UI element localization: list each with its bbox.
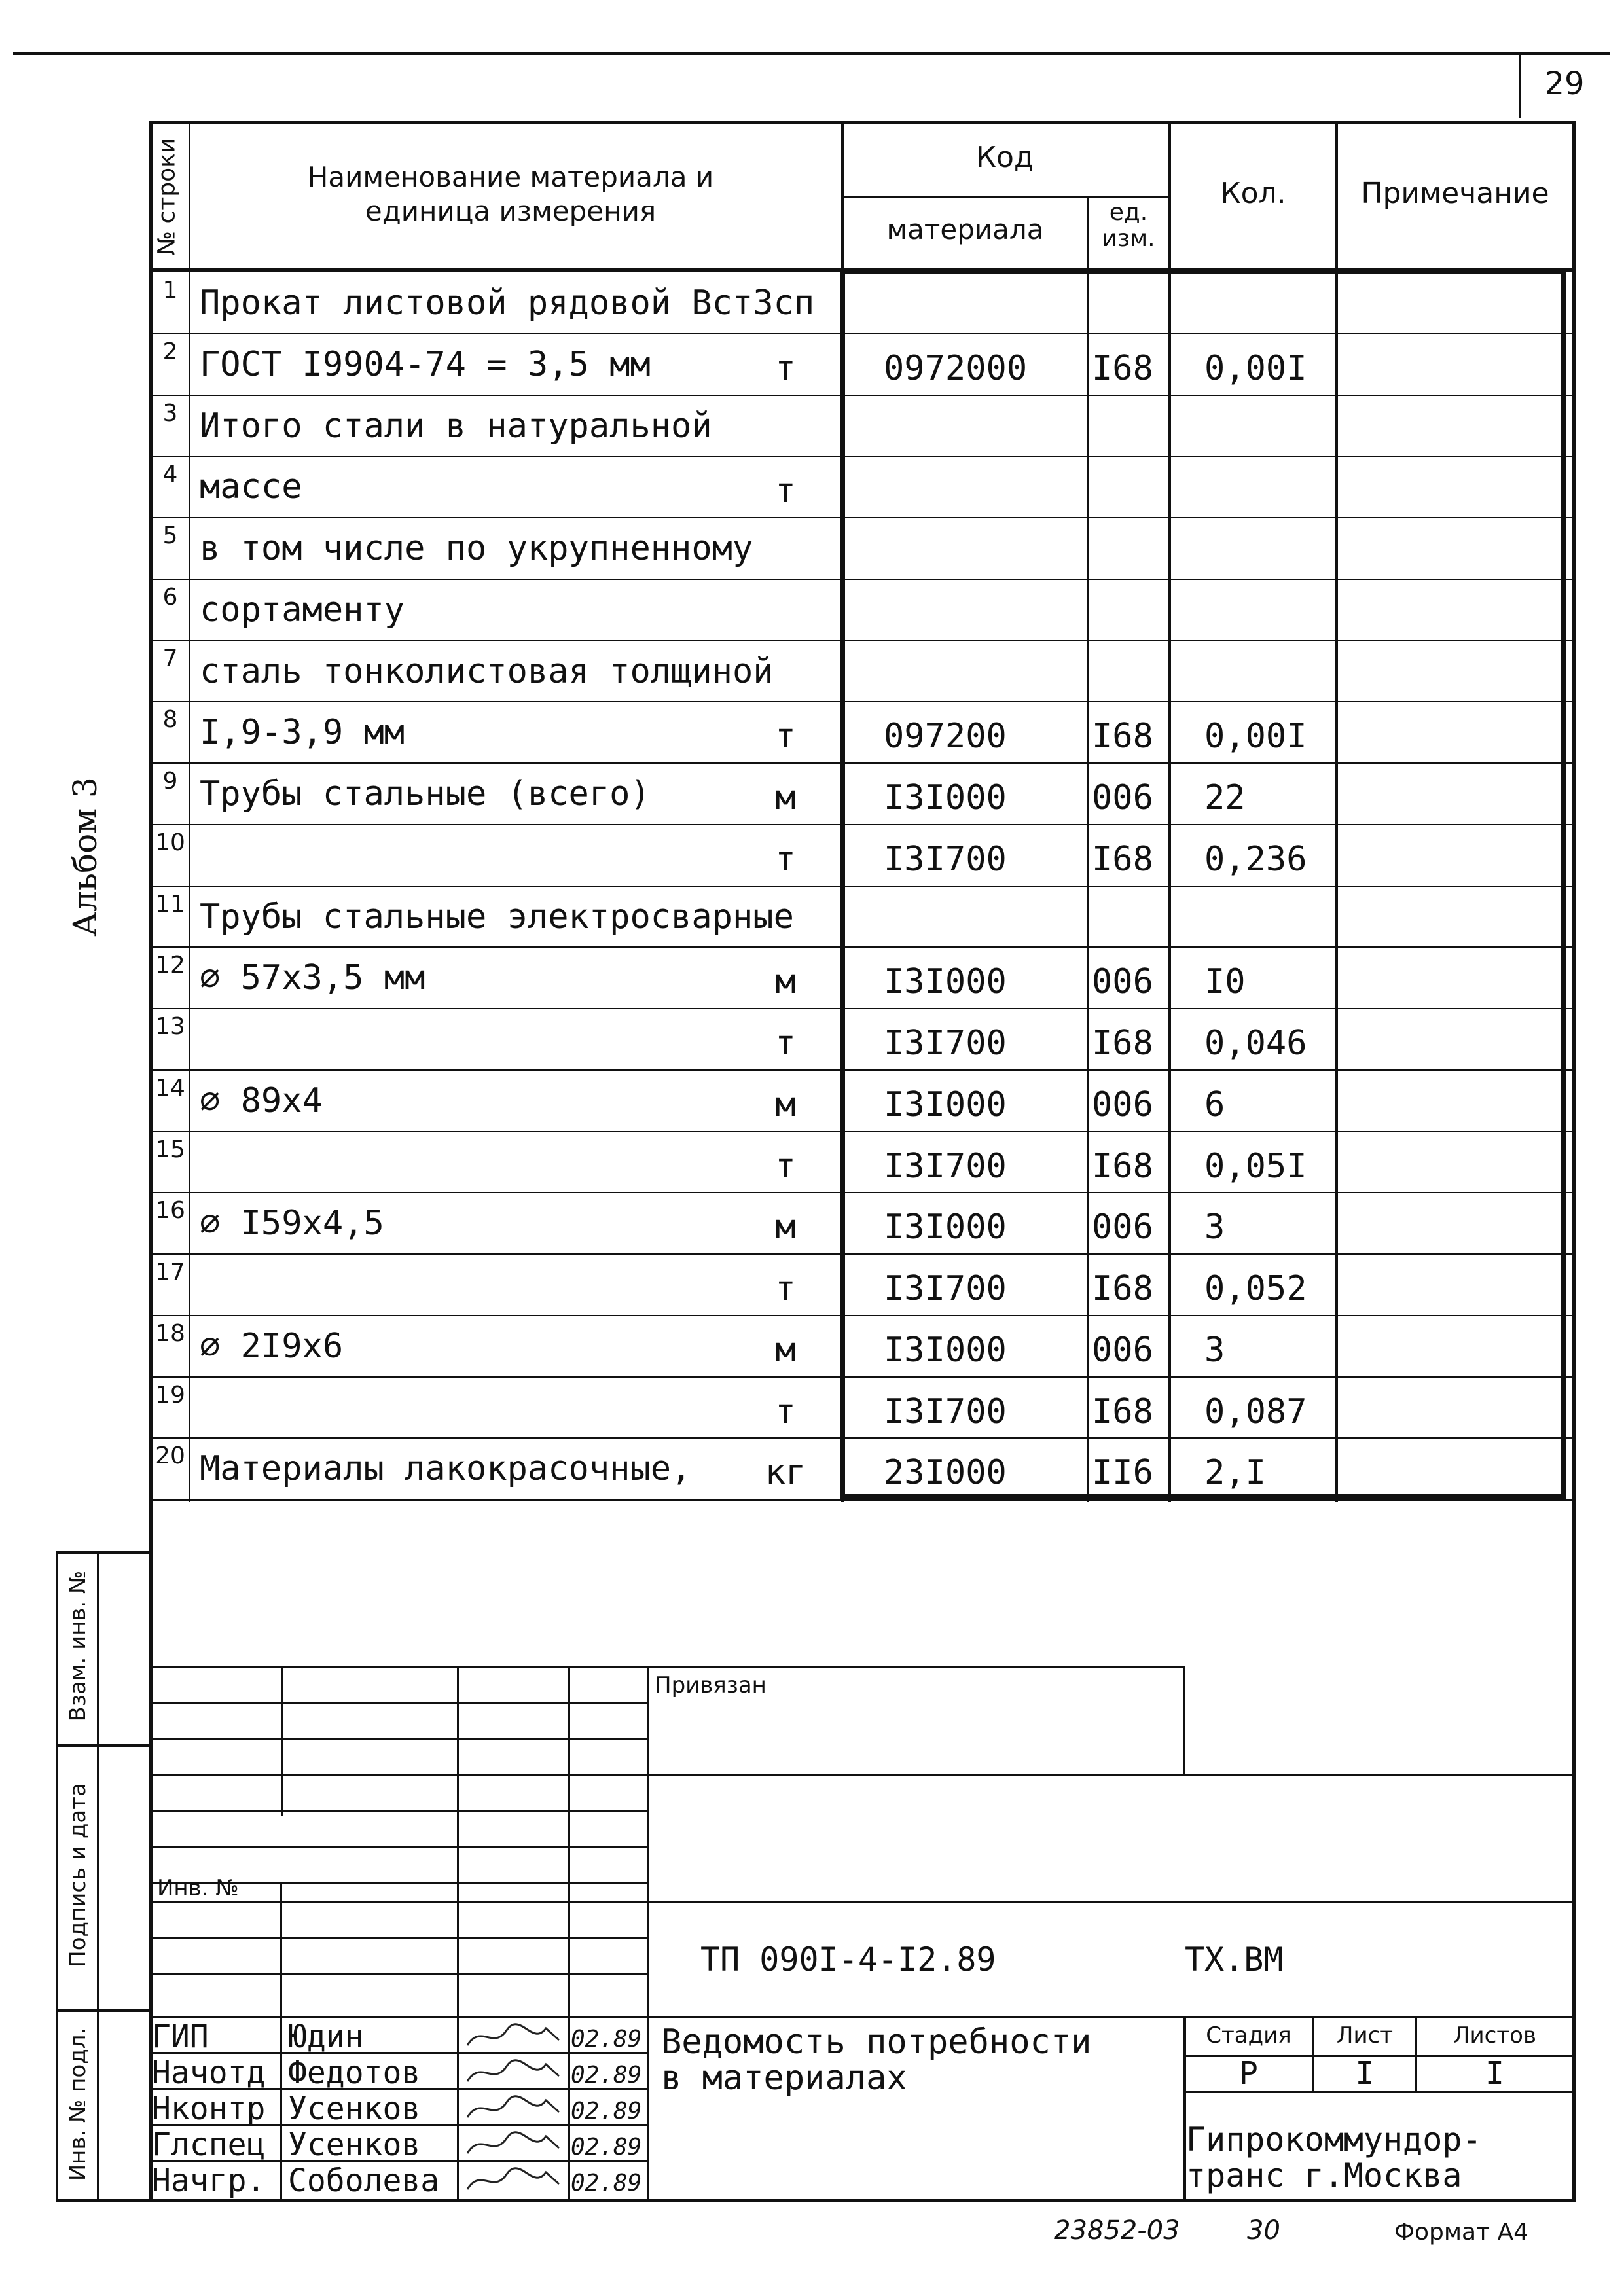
row-quantity: 0,052 — [1204, 1269, 1307, 1308]
row-unit-code: 006 — [1092, 1330, 1153, 1370]
stamp-rule-9 — [149, 1937, 647, 1939]
signer-role: ГИП — [152, 2018, 209, 2055]
row-material-code: I3I700 — [884, 1269, 1007, 1308]
stamp-title-line1: Ведомость потребности — [661, 2022, 1092, 2062]
row-unit-code: II6 — [1092, 1453, 1153, 1493]
row-quantity: 0,236 — [1204, 839, 1307, 879]
row-unit: м — [775, 1208, 796, 1247]
signer-name: Юдин — [288, 2018, 364, 2055]
row-rule — [149, 579, 1576, 580]
stamp-vcol-4 — [647, 1666, 649, 2202]
row-name: Итого стали в натуральной — [200, 406, 712, 446]
row-material-code: I3I700 — [884, 1024, 1007, 1063]
row-material-code: I3I700 — [884, 1146, 1007, 1186]
stamp-rule-4 — [149, 1774, 1576, 1776]
row-unit-code: 006 — [1092, 778, 1153, 817]
stamp-rule-10 — [149, 1973, 647, 1975]
row-quantity: 0,087 — [1204, 1391, 1307, 1431]
row-material-code: I3I000 — [884, 778, 1007, 817]
stamp-sheet-value: I — [1355, 2055, 1375, 2092]
stamp-rule-6 — [149, 1846, 647, 1848]
stamp-privyazan: Привязан — [655, 1672, 767, 1698]
signer-name: Усенков — [288, 2090, 421, 2127]
row-unit-code: I68 — [1092, 1391, 1153, 1431]
row-unit: т — [775, 1391, 796, 1431]
stamp-rule-5 — [149, 1810, 647, 1812]
row-number: 10 — [155, 829, 185, 856]
stamp-org-line1: Гипрокоммундор- — [1186, 2121, 1482, 2159]
stamp-inv-no: Инв. № — [157, 1875, 239, 1901]
header-name: Наименование материала и единица измерения — [307, 161, 714, 227]
row-name: сталь тонколистовая толщиной — [200, 651, 774, 691]
col-sep-rowno — [189, 121, 190, 1502]
stamp-vcol-1b — [280, 1882, 282, 2202]
row-name: I,9-3,9 мм — [200, 713, 405, 753]
side-strip-sep1 — [56, 1744, 153, 1747]
row-unit: м — [775, 778, 796, 817]
row-number: 5 — [162, 522, 178, 549]
signer-date: 02.89 — [571, 2098, 642, 2125]
stamp-stage-header: Стадия — [1206, 2022, 1291, 2049]
row-unit-code: 006 — [1092, 1085, 1153, 1124]
row-unit-code: I68 — [1092, 1269, 1153, 1308]
signer-date: 02.89 — [571, 2062, 642, 2089]
row-rule — [149, 333, 1576, 334]
row-number: 6 — [162, 583, 178, 611]
page-number: 29 — [1544, 65, 1585, 102]
header-code-unit: ед. изм. — [1102, 199, 1155, 252]
frame-top — [149, 121, 1576, 124]
row-rule — [149, 1376, 1576, 1378]
stamp-vcol-3 — [568, 1666, 570, 2202]
stamp-rule-3 — [149, 1738, 647, 1740]
row-material-code: I3I000 — [884, 1085, 1007, 1124]
row-rule — [149, 701, 1576, 702]
stamp-stage-value: Р — [1239, 2055, 1258, 2092]
footer-copy-no: 30 — [1247, 2215, 1280, 2246]
row-quantity: I0 — [1204, 962, 1246, 1002]
stamp-rule-2 — [149, 1702, 647, 1704]
row-unit: м — [775, 962, 796, 1002]
row-number: 3 — [162, 399, 178, 427]
row-rule — [149, 517, 1576, 518]
stamp-rule-1 — [149, 1666, 1183, 1668]
side-label-vzam: Взам. инв. № — [65, 1570, 91, 1722]
row-rule — [149, 395, 1576, 396]
signer-role: Нконтр — [152, 2090, 266, 2127]
handwritten-signature — [461, 2164, 566, 2197]
row-material-code: I3I700 — [884, 839, 1007, 879]
row-rule — [149, 824, 1576, 825]
row-rule — [149, 1069, 1576, 1071]
table-end-rule — [149, 1499, 1576, 1501]
stamp-sheet-header: Лист — [1336, 2022, 1394, 2049]
row-rule — [149, 1192, 1576, 1193]
row-rule — [149, 886, 1576, 887]
signer-date: 02.89 — [571, 2134, 642, 2161]
stamp-doc-mark: ТХ.ВМ — [1185, 1941, 1284, 1979]
row-quantity: 2,I — [1204, 1453, 1266, 1493]
stamp-org-line2: транс г.Москва — [1186, 2157, 1462, 2195]
side-label-inv-podl: Инв. № подл. — [65, 2027, 91, 2181]
side-label-podpis: Подпись и дата — [65, 1783, 91, 1967]
signer-date: 02.89 — [571, 2026, 642, 2053]
row-number: 4 — [162, 461, 178, 488]
header-row-no: № строки — [153, 137, 181, 256]
row-number: 1 — [162, 277, 178, 304]
row-number: 12 — [155, 952, 185, 979]
row-unit: т — [775, 348, 796, 388]
stamp-sheets-header: Листов — [1453, 2022, 1536, 2049]
stamp-sheets-value: I — [1485, 2055, 1504, 2092]
row-number: 13 — [155, 1013, 185, 1040]
stamp-title-line2: в материалах — [661, 2058, 907, 2098]
row-unit-code: I68 — [1092, 717, 1153, 757]
handwritten-signature — [461, 2128, 566, 2161]
row-name: Материалы лакокрасочные, — [200, 1449, 692, 1489]
row-rule — [149, 762, 1576, 764]
row-rule — [149, 456, 1576, 457]
row-name: ∅ 89x4 — [200, 1081, 323, 1121]
row-number: 9 — [162, 768, 178, 795]
row-unit: т — [775, 839, 796, 879]
row-material-code: I3I000 — [884, 1330, 1007, 1370]
row-quantity: 0,05I — [1204, 1146, 1307, 1186]
row-material-code: I3I700 — [884, 1391, 1007, 1431]
footer-format: Формат А4 — [1394, 2219, 1529, 2246]
frame-right — [1572, 121, 1576, 2202]
row-rule — [149, 640, 1576, 641]
stamp-vcol-1 — [281, 1666, 283, 1816]
row-material-code: I3I000 — [884, 1208, 1007, 1247]
row-name: ∅ 2I9x6 — [200, 1326, 344, 1366]
code-subheader-rule — [841, 196, 1168, 198]
row-rule — [149, 1253, 1576, 1255]
row-quantity: 6 — [1204, 1085, 1225, 1124]
row-unit-code: 006 — [1092, 1208, 1153, 1247]
signer-role: Глспец — [152, 2126, 266, 2163]
header-code-material: материала — [886, 213, 1044, 245]
side-strip-inner — [97, 1551, 99, 2202]
row-name: ∅ 57x3,5 мм — [200, 958, 425, 998]
handwritten-signature — [461, 2092, 566, 2125]
header-note: Примечание — [1361, 177, 1549, 210]
row-rule — [149, 1437, 1576, 1439]
footer-order-no: 23852-03 — [1054, 2215, 1180, 2246]
row-number: 2 — [162, 338, 178, 365]
row-name: ∅ I59x4,5 — [200, 1204, 384, 1244]
album-label: Альбом 3 — [66, 777, 104, 937]
row-number: 14 — [155, 1074, 185, 1102]
row-number: 20 — [155, 1443, 185, 1470]
signer-name: Федотов — [288, 2054, 421, 2091]
row-quantity: 22 — [1204, 778, 1246, 817]
row-quantity: 0,046 — [1204, 1024, 1307, 1063]
row-quantity: 3 — [1204, 1330, 1225, 1370]
row-unit-code: I68 — [1092, 1024, 1153, 1063]
row-material-code: 23I000 — [884, 1453, 1007, 1493]
handwritten-signature — [461, 2020, 566, 2053]
row-number: 7 — [162, 645, 178, 672]
row-number: 8 — [162, 706, 178, 734]
row-rule — [149, 1008, 1576, 1009]
row-name: Трубы стальные (всего) — [200, 774, 651, 814]
row-unit: т — [775, 717, 796, 757]
stamp-doc-code: ТП 090I-4-I2.89 — [700, 1941, 996, 1979]
signer-date: 02.89 — [571, 2170, 642, 2197]
stamp-rule-8 — [149, 1901, 1576, 1903]
signer-name: Соболева — [288, 2162, 440, 2199]
row-quantity: 0,00I — [1204, 717, 1307, 757]
signer-role: Начгр. — [152, 2162, 266, 2199]
header-qty: Кол. — [1220, 177, 1286, 210]
row-rule — [149, 946, 1576, 948]
row-unit: т — [775, 1024, 796, 1063]
row-material-code: 097200 — [884, 717, 1007, 757]
row-unit: м — [775, 1085, 796, 1124]
row-number: 17 — [155, 1259, 185, 1285]
handwritten-signature — [461, 2056, 566, 2089]
row-material-code: 0972000 — [884, 348, 1028, 388]
row-number: 18 — [155, 1319, 185, 1347]
row-number: 16 — [155, 1197, 185, 1225]
row-unit-code: 006 — [1092, 962, 1153, 1002]
row-number: 11 — [155, 890, 185, 918]
row-unit: кг — [765, 1453, 806, 1493]
row-material-code: I3I000 — [884, 962, 1007, 1002]
signer-role: Начотд — [152, 2054, 266, 2091]
row-name: ГОСТ I9904-74 = 3,5 мм — [200, 344, 651, 384]
frame-bottom — [149, 2199, 1576, 2202]
stamp-vcol-5 — [1183, 1666, 1185, 1774]
row-rule — [149, 1131, 1576, 1132]
row-unit-code: I68 — [1092, 839, 1153, 879]
row-name: массе — [200, 467, 302, 507]
header-code: Код — [975, 141, 1034, 174]
stamp-vcol-2 — [457, 1666, 459, 2202]
row-unit: т — [775, 1269, 796, 1308]
row-quantity: 3 — [1204, 1208, 1225, 1247]
row-number: 19 — [155, 1381, 185, 1408]
row-unit: т — [775, 1146, 796, 1186]
row-rule — [149, 1315, 1576, 1316]
top-rule — [13, 52, 1610, 55]
row-unit: т — [775, 471, 796, 511]
signer-name: Усенков — [288, 2126, 421, 2163]
row-quantity: 0,00I — [1204, 348, 1307, 388]
side-strip-left — [56, 1551, 58, 2202]
row-unit: м — [775, 1330, 796, 1370]
row-unit-code: I68 — [1092, 348, 1153, 388]
row-name: в том числе по укрупненному — [200, 529, 753, 568]
row-number: 15 — [155, 1136, 185, 1163]
row-name: сортаменту — [200, 590, 405, 630]
row-unit-code: I68 — [1092, 1146, 1153, 1186]
page-number-box-left — [1519, 52, 1521, 118]
row-name: Прокат листовой рядовой ВстЗсп — [200, 283, 815, 323]
row-name: Трубы стальные электросварные — [200, 897, 794, 937]
